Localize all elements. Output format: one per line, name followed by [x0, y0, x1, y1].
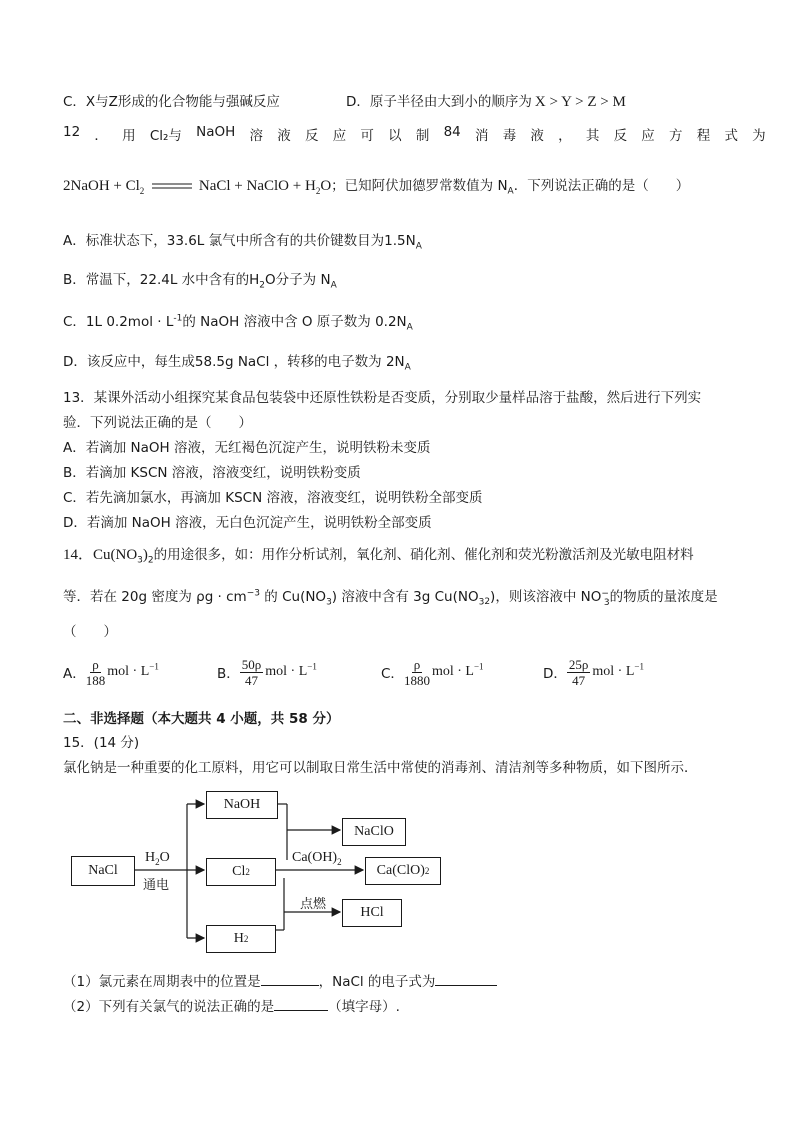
q12-stem-token: 84 [443, 124, 461, 140]
q14-stem-line2: 等．若在 20g 密度为 $\rho g \cdot cm^{-3}$ 的 $Cu(NO_3)$ 溶液中含有 3g $Cu(NO_{32})$，则该溶液中 $NO^-_3$的物质的量浓度是 [63, 588, 718, 608]
q12-stem-token: 方 [669, 128, 683, 144]
label-dianran: 点燃 [300, 897, 327, 912]
q15-header: 15．(14 分) [63, 735, 140, 751]
box-naoh: NaOH [206, 791, 278, 819]
q11-option-c: C．X与Z形成的化合物能与强碱反应 [63, 94, 280, 110]
box-caclo2: Ca(ClO) 2 [365, 857, 441, 885]
answer-blank-1[interactable] [261, 974, 319, 986]
q12-stem-token: 应 [332, 128, 347, 144]
q15-flow-diagram [70, 790, 450, 955]
q15-sub1: （1）氯元素在周期表中的位置是 ，NaCl 的电子式为 [63, 970, 754, 990]
q14-option-a[interactable]: A． $\frac{\rho}{188}$ mol · $L^{-1}$ [63, 656, 159, 688]
box-h2: H 2 [206, 925, 276, 953]
label-h2o: $H_2O$ [145, 850, 170, 867]
q13-option-c[interactable]: C．若先滴加氯水，再滴加 KSCN 溶液，溶液变红，说明铁粉全部变质 [63, 490, 483, 506]
q14-option-d[interactable]: D． $\frac{25\rho}{47}$ mol · $L^{-1}$ [543, 656, 644, 688]
q12-stem-token: 用 [122, 128, 136, 144]
q12-stem-token: NaOH [196, 124, 236, 140]
q13-stem-line2: 验．下列说法正确的是（ ） [63, 415, 252, 431]
q12-stem-token: Cl₂与 [149, 128, 182, 144]
q12-option-d[interactable]: D．该反应中，每生成58.5g NaCl ，转移的电子数为 $2N_A$ [63, 354, 411, 373]
label-tongdian: 通电 [143, 878, 170, 893]
q12-stem-token: 毒 [502, 128, 517, 144]
box-nacl: NaCl [71, 856, 135, 886]
q14-options [63, 652, 753, 692]
q12-option-c[interactable]: C．1L $0.2mol \cdot L^{-1}$的 NaOH 溶液中含 O 原子数为 $0.2N_A$ [63, 313, 413, 333]
q12-stem-token: ． [94, 128, 108, 144]
answer-blank-2[interactable] [435, 974, 497, 986]
q12-stem-token: 其 [585, 128, 600, 144]
answer-blank-3[interactable] [274, 999, 328, 1011]
q12-stem-token: 应 [641, 128, 655, 144]
equals-sign-icon [152, 181, 192, 191]
box-cl2: Cl 2 [206, 858, 276, 886]
q12-stem-token: 为 [752, 128, 766, 144]
q12-stem-end: ．下列说法正确的是（ ） [513, 178, 690, 194]
section2-title: 二、非选择题（本大题共 4 小题，共 58 分） [63, 711, 340, 727]
q13-option-b[interactable]: B．若滴加 KSCN 溶液，溶液变红，说明铁粉变质 [63, 465, 361, 481]
q14-option-c[interactable]: C． $\frac{\rho}{1880}$ mol · $L^{-1}$ [381, 656, 484, 688]
q12-stem-token: 液 [530, 128, 544, 144]
q12-stem-token: 消 [474, 128, 489, 144]
q12-stem-token: 可 [360, 128, 374, 144]
q12-stem-token: ， [558, 128, 572, 144]
label-caoh2: $Ca(OH)_2$ [292, 850, 342, 867]
equation-left: 2NaOH + $Cl_2$ [63, 178, 145, 196]
q14-stem-line1: 14．$Cu(NO_3)_2$的用途很多，如：用作分析试剂，氧化剂、硝化剂、催化剂和荧光粉激活剂及光敏电阻材料 [63, 547, 694, 566]
box-naclo: NaClO [342, 818, 406, 846]
q12-stem-token: 制 [415, 128, 430, 144]
q12-stem-token: 式 [724, 128, 738, 144]
q13-option-d[interactable]: D．若滴加 NaOH 溶液，无白色沉淀产生，说明铁粉全部变质 [63, 515, 432, 531]
box-hcl: HCl [342, 899, 402, 927]
q12-option-b[interactable]: B．常温下，22.4L 水中含有的$H_2O$分子为 $N_A$ [63, 272, 337, 291]
q14-stem-line3: （ ） [63, 624, 117, 640]
q13-stem-line1: 13．某课外活动小组探究某食品包装袋中还原性铁粉是否变质，分别取少量样品溶于盐酸，然后进行下列实 [63, 390, 702, 406]
q12-stem-token: 液 [277, 128, 291, 144]
q11-option-d: D．原子半径由大到小的顺序为 X > Y > Z > M [346, 94, 626, 110]
q12-stem-tail: ；已知阿伏加德罗常数值为 N [331, 178, 508, 194]
q12-stem-token: 反 [304, 128, 319, 144]
equation-right: NaCl + NaClO + $H_2O$ [198, 178, 332, 196]
q12-stem-token: 程 [696, 128, 711, 144]
q12-stem-line1 [63, 124, 766, 144]
q12-stem-line2: 2NaOH + $Cl_2$ NaCl + NaClO + $H_2O$；已知阿伏加德罗常数值为 $N_A$．下列说法正确的是（ ） [63, 178, 690, 197]
q12-stem-token: 溶 [249, 128, 264, 144]
q14-option-b[interactable]: B． $\frac{50\rho}{47}$ mol · $L^{-1}$ [217, 656, 317, 688]
q15-stem: 氯化钠是一种重要的化工原料，用它可以制取日常生活中常使的消毒剂、清洁剂等多种物质，如下图所示． [63, 760, 698, 776]
q12-stem-token: 以 [388, 128, 402, 144]
q15-sub2: （2）下列有关氯气的说法正确的是 （填字母）. [63, 999, 400, 1015]
q12-option-a[interactable]: A．标准状态下，33.6L 氯气中所含有的共价键数目为$1.5N_A$ [63, 233, 422, 252]
q12-stem-token: 反 [613, 128, 628, 144]
q12-stem-token: 12 [63, 124, 81, 140]
q13-option-a[interactable]: A．若滴加 NaOH 溶液，无红褐色沉淀产生，说明铁粉未变质 [63, 440, 431, 456]
q11-options-row [63, 90, 754, 110]
